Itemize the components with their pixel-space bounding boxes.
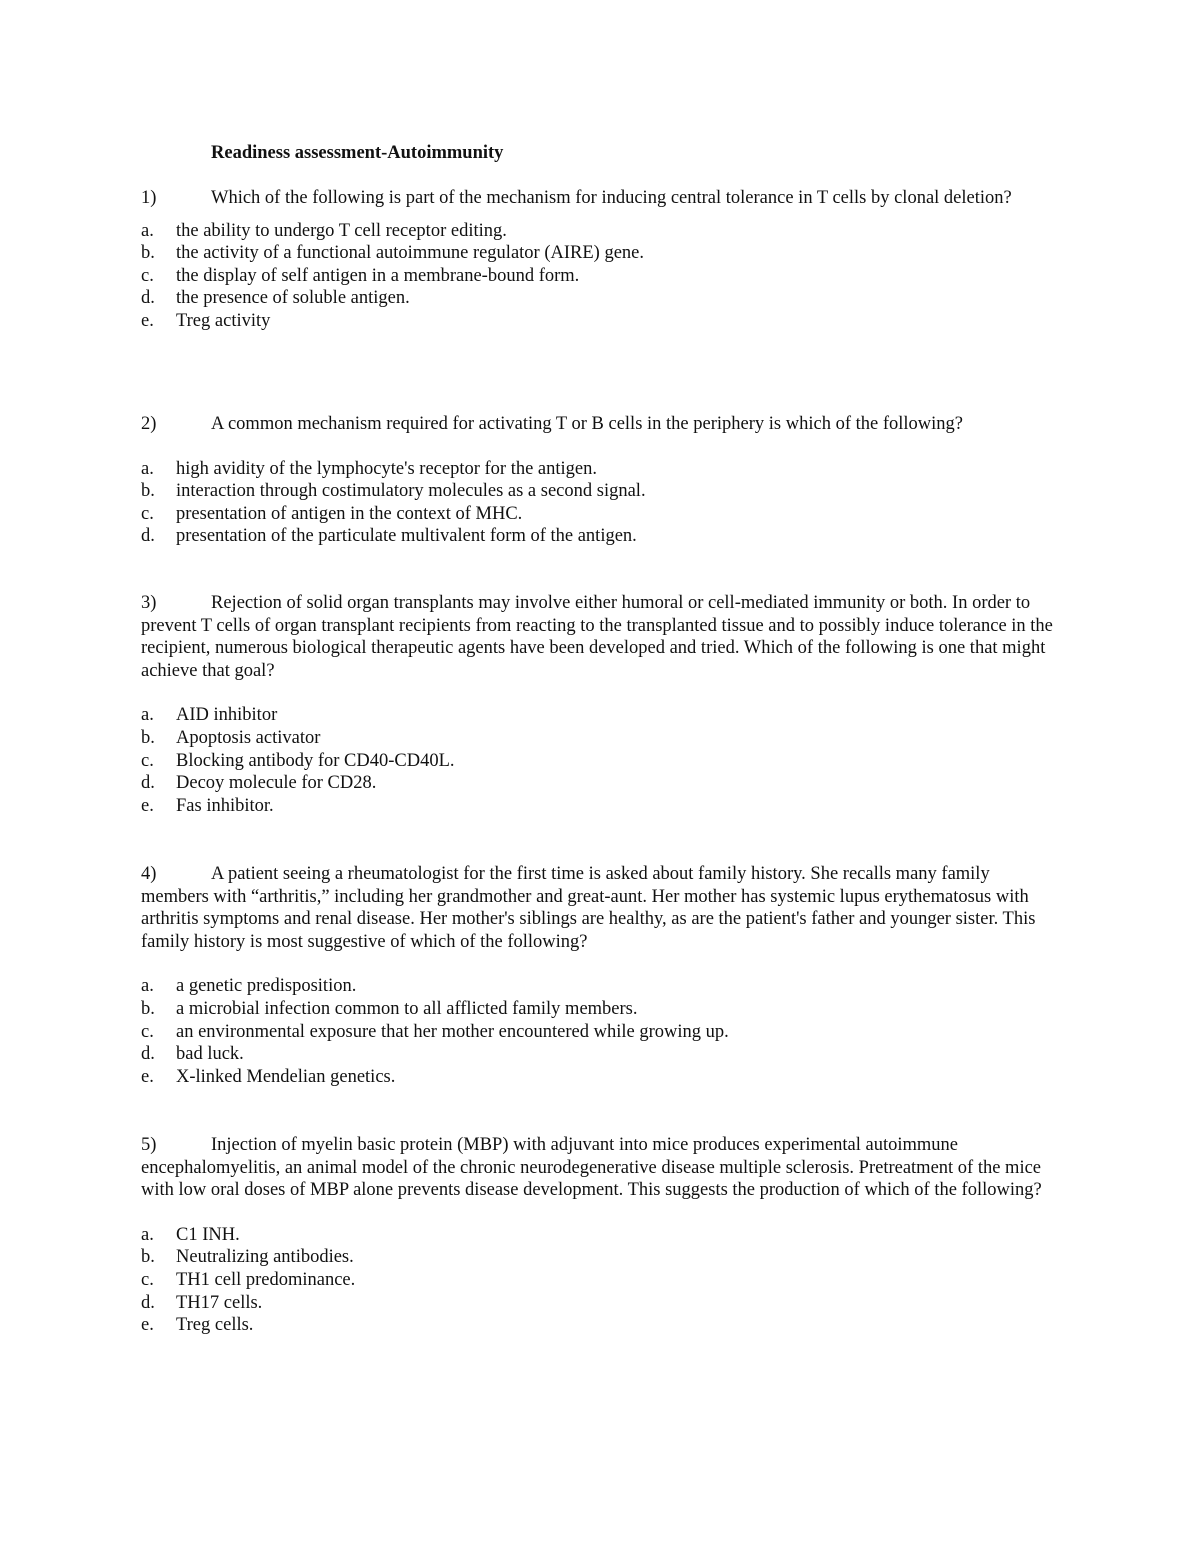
question-number: 4) [141,864,157,884]
answer-option [141,1043,1061,1066]
answer-options [141,220,1061,333]
option-letter: e. [141,1315,154,1336]
option-text: Treg activity [176,310,271,331]
option-letter: a. [141,458,154,479]
question-text [141,863,1061,953]
answer-option [141,220,1061,243]
answer-option [141,480,1061,503]
option-letter: a. [141,220,154,241]
option-text: TH1 cell predominance. [176,1269,356,1290]
option-letter: c. [141,750,154,771]
answer-option [141,287,1061,310]
option-text: a microbial infection common to all afflicted family members. [176,998,638,1019]
question-stem: Which of the following is part of the mechanism for inducing central tolerance in T cells by clonal deletion? [211,188,1012,208]
option-text: C1 INH. [176,1224,240,1245]
option-letter: a. [141,705,154,726]
option-text: TH17 cells. [176,1292,263,1313]
question-3 [141,592,1061,817]
option-text: X-linked Mendelian genetics. [176,1066,396,1087]
document-title: Readiness assessment-Autoimmunity [211,143,504,163]
option-text: AID inhibitor [176,705,278,726]
option-letter: b. [141,243,155,264]
answer-option [141,795,1061,818]
option-text: the activity of a functional autoimmune regulator (AIRE) gene. [176,243,644,264]
option-letter: b. [141,481,155,502]
question-number: 3) [141,593,157,613]
question-number: 1) [141,188,157,208]
option-letter: c. [141,1021,154,1042]
option-letter: e. [141,310,154,331]
question-stem: Injection of myelin basic protein (MBP) with adjuvant into mice produces experimental autoimmune encephalomyelitis, an animal model of the chronic neurodegenerative disease multiple sclerosis. Pretreatment of the mice with low oral doses of MBP alone prevents disease development. This suggests the production of which of the following? [141,1135,1042,1201]
answer-option [141,525,1061,548]
option-letter: e. [141,795,154,816]
question-2 [141,413,1061,548]
answer-option [141,310,1061,333]
answer-option [141,998,1061,1021]
option-text: Blocking antibody for CD40-CD40L. [176,750,455,771]
option-letter: b. [141,727,155,748]
answer-options [141,458,1061,548]
answer-option [141,458,1061,481]
option-text: the presence of soluble antigen. [176,288,410,309]
answer-option [141,1224,1061,1247]
answer-option [141,704,1061,727]
answer-options [141,1224,1061,1337]
option-letter: b. [141,998,155,1019]
question-4 [141,863,1061,1088]
question-text [141,187,1061,210]
option-letter: c. [141,503,154,524]
question-stem: A patient seeing a rheumatologist for the first time is asked about family history. She recalls many family members with “arthritis,” including her grandmother and great-aunt. Her mother has systemic lupus erythematosus with arthritis symptoms and renal disease. Her mother's siblings are healthy, as are the patient's father and younger sister. This family history is most suggestive of which of the following? [141,864,1036,952]
option-letter: e. [141,1066,154,1087]
option-letter: d. [141,773,155,794]
question-5 [141,1134,1061,1337]
question-number: 5) [141,1135,157,1155]
answer-options [141,704,1061,817]
answer-option [141,1269,1061,1292]
answer-option [141,975,1061,998]
question-text [141,592,1061,682]
option-letter: a. [141,976,154,997]
option-text: Apoptosis activator [176,727,321,748]
answer-option [141,727,1061,750]
answer-option [141,503,1061,526]
answer-option [141,1246,1061,1269]
option-text: Treg cells. [176,1315,254,1336]
answer-option [141,1292,1061,1315]
answer-options [141,975,1061,1088]
answer-option [141,772,1061,795]
option-letter: a. [141,1224,154,1245]
question-number: 2) [141,414,157,434]
option-text: Decoy molecule for CD28. [176,773,377,794]
option-text: high avidity of the lymphocyte's receptor for the antigen. [176,458,598,479]
option-letter: d. [141,1044,155,1065]
question-text [141,413,1061,436]
option-text: Neutralizing antibodies. [176,1247,354,1268]
question-1 [141,187,1061,333]
answer-option [141,242,1061,265]
option-text: presentation of antigen in the context of MHC. [176,503,523,524]
option-text: interaction through costimulatory molecules as a second signal. [176,481,646,502]
option-text: a genetic predisposition. [176,976,357,997]
question-stem: Rejection of solid organ transplants may involve either humoral or cell-mediated immunity or both. In order to prevent T cells of organ transplant recipients from reacting to the transplanted tissue and to possibly induce tolerance in the recipient, numerous biological therapeutic agents have been developed and tried. Which of the following is one that might achieve that goal? [141,593,1053,681]
option-text: the display of self antigen in a membrane-bound form. [176,265,580,286]
option-letter: d. [141,1292,155,1313]
answer-option [141,1021,1061,1044]
answer-option [141,265,1061,288]
answer-option [141,1314,1061,1337]
option-letter: c. [141,265,154,286]
answer-option [141,750,1061,773]
option-letter: b. [141,1247,155,1268]
option-text: presentation of the particulate multivalent form of the antigen. [176,526,637,547]
option-text: an environmental exposure that her mother encountered while growing up. [176,1021,729,1042]
option-letter: c. [141,1269,154,1290]
option-text: the ability to undergo T cell receptor editing. [176,220,507,241]
option-text: Fas inhibitor. [176,795,274,816]
question-text [141,1134,1061,1202]
option-letter: d. [141,526,155,547]
option-letter: d. [141,288,155,309]
answer-option [141,1066,1061,1089]
question-stem: A common mechanism required for activating T or B cells in the periphery is which of the following? [211,414,963,434]
option-text: bad luck. [176,1044,244,1065]
